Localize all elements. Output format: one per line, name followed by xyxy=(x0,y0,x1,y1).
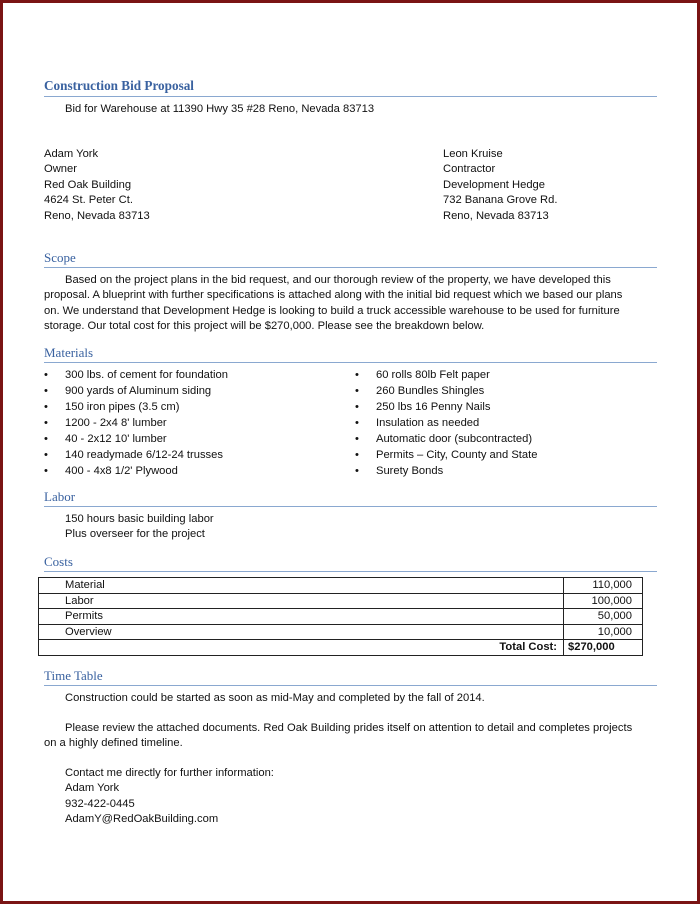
scope-paragraph xyxy=(44,273,622,335)
list-item: • Permits – City, County and State xyxy=(355,448,537,464)
contact-block xyxy=(65,766,274,828)
table-row xyxy=(39,624,643,640)
contact-phone: 932-422-0445 xyxy=(65,797,135,810)
scope-line: Based on the project plans in the bid request, and our thorough review of the property, we have developed this xyxy=(65,274,611,286)
labor-line: 150 hours basic building labor xyxy=(65,513,214,525)
sender-address-block xyxy=(44,147,150,224)
sender-title: Owner xyxy=(44,163,77,176)
bullet-icon: • xyxy=(44,385,48,397)
cost-item: Permits xyxy=(39,609,564,625)
bullet-icon: • xyxy=(355,401,359,413)
recipient-street: 732 Banana Grove Rd. xyxy=(443,194,558,207)
bullet-icon: • xyxy=(355,449,359,461)
list-item: • 900 yards of Aluminum siding xyxy=(44,384,228,400)
table-row xyxy=(39,593,643,609)
bullet-icon: • xyxy=(44,369,48,381)
contact-name: Adam York xyxy=(65,782,120,795)
list-item: • 260 Bundles Shingles xyxy=(355,384,537,400)
list-item: • 400 - 4x8 1/2' Plywood xyxy=(44,464,228,480)
cost-amount: 10,000 xyxy=(564,624,643,640)
sender-street: 4624 St. Peter Ct. xyxy=(44,194,133,207)
contact-email: AdamY@RedOakBuilding.com xyxy=(65,813,219,826)
scope-line: storage. Our total cost for this project will be $270,000. Please see the breakdown below. xyxy=(44,320,485,333)
bullet-icon: • xyxy=(355,417,359,429)
cost-amount: 50,000 xyxy=(564,609,643,625)
bullet-icon: • xyxy=(355,465,359,477)
scope-line: on. We understand that Development Hedge is looking to build a truck accessible warehouse to be used for furniture xyxy=(44,304,620,317)
cost-item: Overview xyxy=(39,624,564,640)
list-item: • 60 rolls 80lb Felt paper xyxy=(355,368,537,384)
bullet-icon: • xyxy=(44,465,48,477)
list-item: • Automatic door (subcontracted) xyxy=(355,432,537,448)
bullet-icon: • xyxy=(44,401,48,413)
scope-heading: Scope xyxy=(44,250,657,268)
list-item: • Insulation as needed xyxy=(355,416,537,432)
labor-heading: Labor xyxy=(44,489,657,507)
table-row xyxy=(39,609,643,625)
sender-city: Reno, Nevada 83713 xyxy=(44,209,150,222)
scope-line: proposal. A blueprint with further specifications is attached along with the initial bid request which we based our plans xyxy=(44,289,623,302)
sender-name: Adam York xyxy=(44,148,99,160)
total-label: Total Cost: xyxy=(39,640,564,656)
cost-item: Material xyxy=(39,578,564,594)
cost-amount: 100,000 xyxy=(564,593,643,609)
labor-list xyxy=(65,512,214,543)
list-item: • 150 iron pipes (3.5 cm) xyxy=(44,400,228,416)
recipient-company: Development Hedge xyxy=(443,178,545,191)
total-value: $270,000 xyxy=(564,640,643,656)
bid-subject: Bid for Warehouse at 11390 Hwy 35 #28 Reno, Nevada 83713 xyxy=(65,103,375,115)
timetable-heading: Time Table xyxy=(44,668,657,686)
costs-table xyxy=(38,577,643,656)
materials-list-left xyxy=(44,368,228,480)
table-row xyxy=(39,578,643,594)
list-item: • 1200 - 2x4 8' lumber xyxy=(44,416,228,432)
list-item: • 300 lbs. of cement for foundation xyxy=(44,368,228,384)
review-line: on a highly defined timeline. xyxy=(44,737,183,750)
list-item: • 140 readymade 6/12-24 trusses xyxy=(44,448,228,464)
cost-item: Labor xyxy=(39,593,564,609)
sender-company: Red Oak Building xyxy=(44,178,132,191)
cost-amount: 110,000 xyxy=(564,578,643,594)
timetable-start: Construction could be started as soon as mid-May and completed by the fall of 2014. xyxy=(65,692,485,704)
list-item: • 250 lbs 16 Penny Nails xyxy=(355,400,537,416)
recipient-name: Leon Kruise xyxy=(443,148,503,160)
total-row xyxy=(39,640,643,656)
recipient-address-block xyxy=(443,147,557,224)
bullet-icon: • xyxy=(44,433,48,445)
materials-heading: Materials xyxy=(44,345,657,363)
document-title: Construction Bid Proposal xyxy=(44,78,657,97)
list-item: • Surety Bonds xyxy=(355,464,537,480)
list-item: • 40 - 2x12 10' lumber xyxy=(44,432,228,448)
bullet-icon: • xyxy=(355,369,359,381)
labor-line: Plus overseer for the project xyxy=(65,528,205,541)
recipient-city: Reno, Nevada 83713 xyxy=(443,209,549,222)
bullet-icon: • xyxy=(44,449,48,461)
bullet-icon: • xyxy=(44,417,48,429)
review-line: Please review the attached documents. Red Oak Building prides itself on attention to detail and completes projects xyxy=(65,722,633,734)
costs-heading: Costs xyxy=(44,554,657,572)
materials-list-right xyxy=(355,368,537,480)
contact-intro: Contact me directly for further information: xyxy=(65,767,274,779)
review-paragraph xyxy=(44,721,632,752)
bullet-icon: • xyxy=(355,385,359,397)
bullet-icon: • xyxy=(355,433,359,445)
recipient-title: Contractor xyxy=(443,163,496,176)
